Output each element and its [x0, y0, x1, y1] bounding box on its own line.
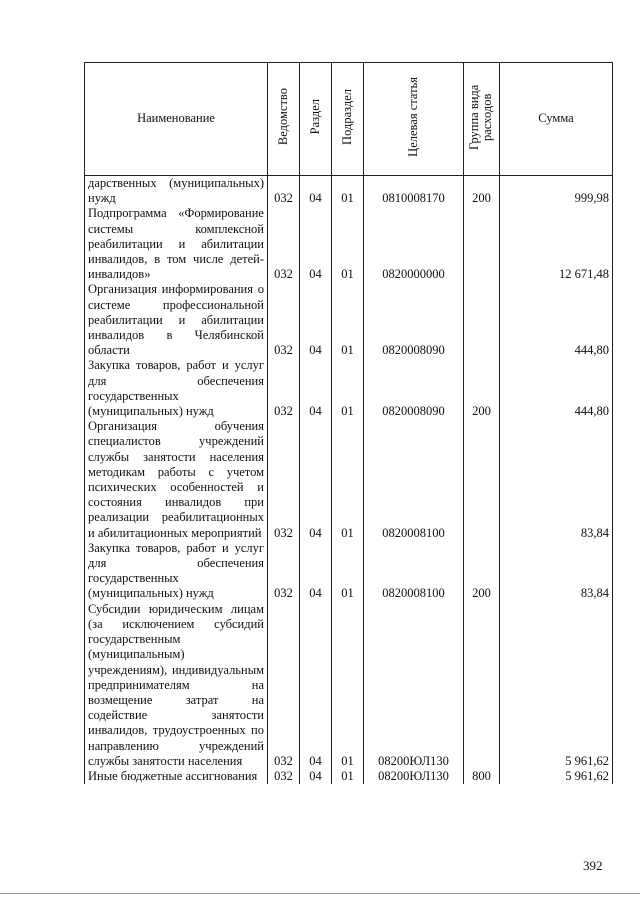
row-celevaya: 0820008100	[364, 541, 464, 602]
row-razdel: 04	[300, 176, 332, 207]
row-vedomstvo: 032	[268, 282, 300, 358]
row-podrazdel: 01	[332, 282, 364, 358]
row-celevaya: 0820008090	[364, 282, 464, 358]
row-celevaya: 08200ЮЛ130	[364, 769, 464, 784]
row-razdel: 04	[300, 419, 332, 541]
row-podrazdel: 01	[332, 602, 364, 769]
row-name: Организация обучения специалистов учреждений службы занятости населения методикам работы с учетом психических особенностей и состояния инвалидов при реализации реабилитационных и абилитационных мероприятий	[85, 419, 268, 541]
row-podrazdel: 01	[332, 419, 364, 541]
row-gruppa	[464, 282, 500, 358]
row-summa: 5 961,62	[500, 769, 613, 784]
row-celevaya: 0810008170	[364, 176, 464, 207]
table-row	[85, 282, 613, 358]
header-name: Наименование	[85, 63, 268, 176]
header-razdel: Раздел	[300, 63, 332, 176]
row-razdel: 04	[300, 769, 332, 784]
header-summa: Сумма	[500, 63, 613, 176]
table-row	[85, 419, 613, 541]
row-razdel: 04	[300, 541, 332, 602]
row-vedomstvo: 032	[268, 206, 300, 282]
row-celevaya: 0820008090	[364, 358, 464, 419]
table-row	[85, 541, 613, 602]
row-podrazdel: 01	[332, 769, 364, 784]
row-celevaya: 0820000000	[364, 206, 464, 282]
row-name: Иные бюджетные ассигнования	[85, 769, 268, 784]
header-celevaya: Целевая статья	[364, 63, 464, 176]
row-gruppa	[464, 419, 500, 541]
row-podrazdel: 01	[332, 176, 364, 207]
row-vedomstvo: 032	[268, 176, 300, 207]
row-razdel: 04	[300, 358, 332, 419]
row-name: Организация информирования о системе профессиональной реабилитации и абилитации инвалидов в Челябинской области	[85, 282, 268, 358]
row-summa: 83,84	[500, 541, 613, 602]
row-name: Закупка товаров, работ и услуг для обеспечения государственных (муниципальных) нужд	[85, 541, 268, 602]
row-razdel: 04	[300, 206, 332, 282]
row-summa: 5 961,62	[500, 602, 613, 769]
row-celevaya: 08200ЮЛ130	[364, 602, 464, 769]
row-vedomstvo: 032	[268, 769, 300, 784]
bottom-rule	[0, 893, 640, 894]
header-podrazdel: Подраздел	[332, 63, 364, 176]
row-summa: 999,98	[500, 176, 613, 207]
row-name: Субсидии юридическим лицам (за исключением субсидий государственным (муниципальным) учреждениям), индивидуальным предпринимателям на возмещение затрат на содействие занятости инвалидов, трудоустроенных по направлению учреждений службы занятости населения	[85, 602, 268, 769]
row-vedomstvo: 032	[268, 541, 300, 602]
row-summa: 444,80	[500, 282, 613, 358]
row-name: Подпрограмма «Формирование системы комплексной реабилитации и абилитации инвалидов, в том числе детей-инвалидов»	[85, 206, 268, 282]
row-gruppa: 200	[464, 541, 500, 602]
table-row	[85, 769, 613, 784]
row-name: Закупка товаров, работ и услуг для обеспечения государственных (муниципальных) нужд	[85, 358, 268, 419]
table-row	[85, 176, 613, 207]
row-gruppa	[464, 206, 500, 282]
row-name: дарственных (муниципальных) нужд	[85, 176, 268, 207]
row-summa: 12 671,48	[500, 206, 613, 282]
row-summa: 444,80	[500, 358, 613, 419]
header-vedomstvo: Ведомство	[268, 63, 300, 176]
row-razdel: 04	[300, 282, 332, 358]
row-vedomstvo: 032	[268, 602, 300, 769]
row-vedomstvo: 032	[268, 358, 300, 419]
row-podrazdel: 01	[332, 541, 364, 602]
table-row	[85, 358, 613, 419]
row-podrazdel: 01	[332, 206, 364, 282]
header-gruppa: Группа вида расходов	[464, 63, 500, 176]
row-podrazdel: 01	[332, 358, 364, 419]
table-header-row	[85, 63, 613, 176]
row-vedomstvo: 032	[268, 419, 300, 541]
table-row	[85, 206, 613, 282]
row-gruppa: 800	[464, 769, 500, 784]
row-gruppa: 200	[464, 176, 500, 207]
row-gruppa	[464, 602, 500, 769]
row-razdel: 04	[300, 602, 332, 769]
row-summa: 83,84	[500, 419, 613, 541]
table-row	[85, 602, 613, 769]
row-celevaya: 0820008100	[364, 419, 464, 541]
page-number: 392	[583, 858, 603, 873]
row-gruppa: 200	[464, 358, 500, 419]
budget-table	[84, 62, 613, 784]
